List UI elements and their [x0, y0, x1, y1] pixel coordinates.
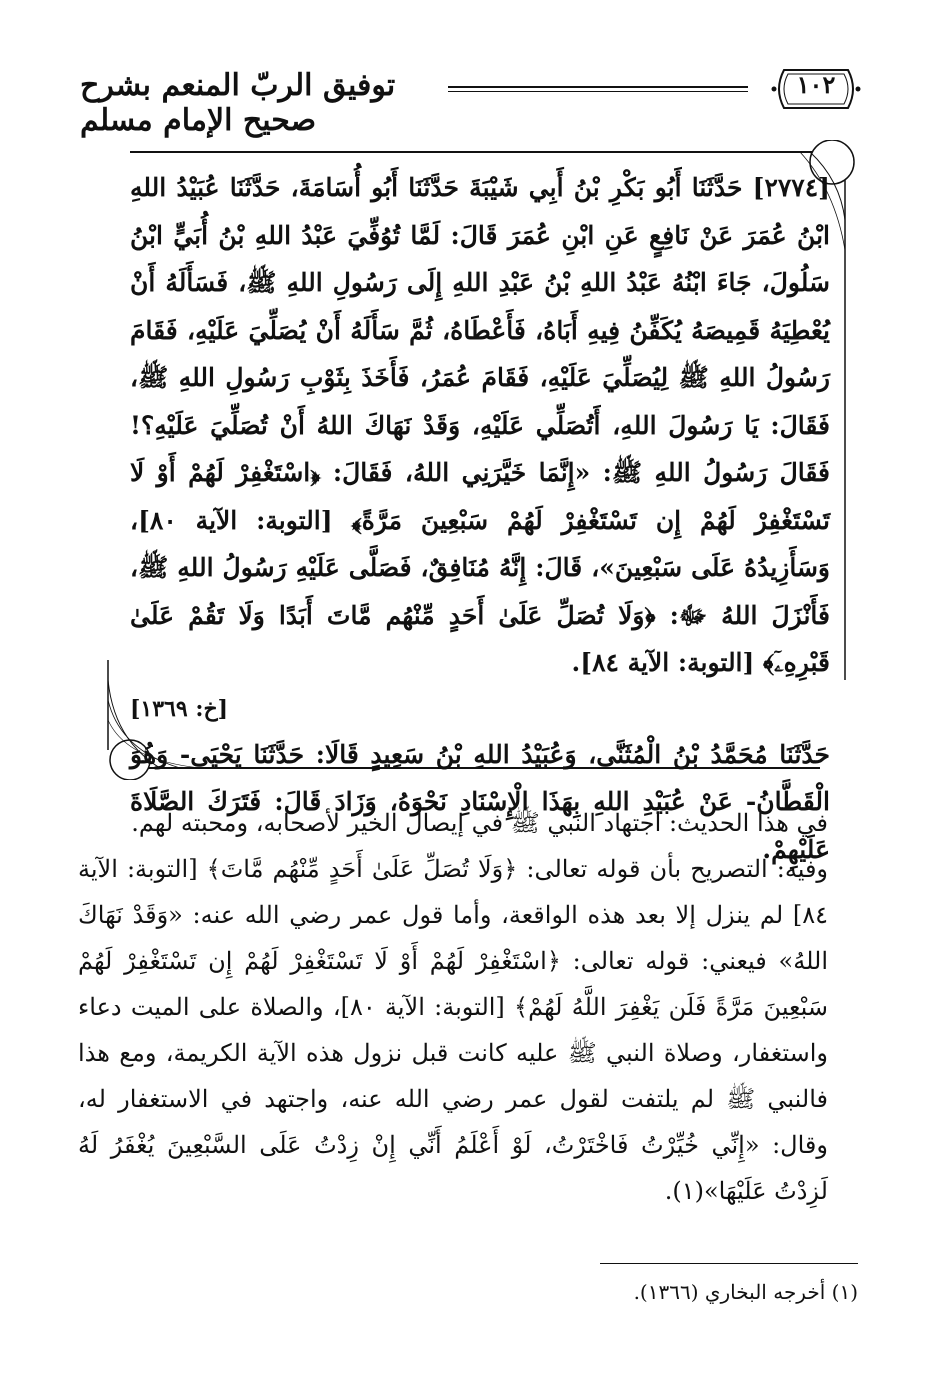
header-rule [448, 86, 748, 92]
commentary-paragraph: وفيه: التصريح بأن قوله تعالى: ﴿وَلَا تُصَلِّ عَلَىٰ أَحَدٍ مِّنْهُم مَّاتَ﴾ [التوبة: الآية ٨٤] لم ينزل إلا بعد هذه الواقعة، وأما قول عمر رضي الله عنه: «وَقَدْ نَهَاكَ اللهُ» فيعني: قوله تعالى: ﴿اسْتَغْفِرْ لَهُمْ أَوْ لَا تَسْتَغْفِرْ لَهُمْ إِن تَسْتَغْفِرْ لَهُمْ سَبْعِينَ مَرَّةً فَلَن يَغْفِرَ اللَّهُ لَهُمْ﴾ [التوبة: الآية ٨٠]، والصلاة على الميت دعاء واستغفار، وصلاة النبي ﷺ عليه كانت قبل نزول هذه الآية الكريمة، ومع هذا فالنبي ﷺ لم يلتفت لقول عمر رضي الله عنه، واجتهد في الاستغفار له، وقال: «إِنِّي خُيِّرْتُ فَاخْتَرْتُ، لَوْ أَعْلَمُ أَنِّي إِنْ زِدْتُ عَلَى السَّبْعِينَ يُغْفَرُ لَهُ لَزِدْتُ عَلَيْهَا»(١). [78, 855, 828, 1205]
hadith-text [130, 164, 830, 873]
bukhari-reference: [خ: ١٣٦٩] [130, 695, 229, 722]
book-title: توفيق الربّ المنعم بشرح صحيح الإمام مسلم [80, 68, 396, 138]
footnote: (١) أخرجه البخاري (١٣٦٦). [633, 1280, 858, 1304]
commentary [78, 800, 858, 1214]
commentary-paragraph: في هذا الحديث: اجتهاد النبي ﷺ في إيصال الخير لأصحابه، ومحبته لهم. [131, 809, 828, 837]
hadith-reference-line [130, 687, 830, 731]
hadith-paragraph: حَدَّثَنَا مُحَمَّدُ بْنُ الْمُثَنَّى، وَعُبَيْدُ اللهِ بْنُ سَعِيدٍ قَالَا: حَدَّثَنَا يَحْيَى- وَهُوَ الْقَطَّانُ- عَنْ عُبَيْدِ اللهِ بِهَذَا الْإِسْنَادِ نَحْوَهُ، وَزَادَ قَالَ: فَتَرَكَ الصَّلَاةَ عَلَيْهِمْ. [130, 739, 830, 864]
page-header [80, 62, 870, 138]
page-number: ١٠٢ [796, 70, 836, 99]
footnote-divider [600, 1263, 858, 1264]
hadith-paragraph: [٢٧٧٤] حَدَّثَنَا أَبُو بَكْرِ بْنُ أَبِي شَيْبَةَ حَدَّثَنَا أَبُو أُسَامَةَ، حَدَّثَنَا عُبَيْدُ اللهِ ابْنُ عُمَرَ عَنْ نَافِعٍ عَنِ ابْنِ عُمَرَ قَالَ: لَمَّا تُوُفِّيَ عَبْدُ اللهِ بْنُ أُبَيٍّ ابْنُ سَلُولَ، جَاءَ ابْنُهُ عَبْدُ اللهِ بْنُ عَبْدِ اللهِ إِلَى رَسُولِ اللهِ ﷺ، فَسَأَلَهُ أَنْ يُعْطِيَهُ قَمِيصَهُ يُكَفِّنُ فِيهِ أَبَاهُ، فَأَعْطَاهُ، ثُمَّ سَأَلَهُ أَنْ يُصَلِّيَ عَلَيْهِ، فَقَامَ رَسُولُ اللهِ ﷺ لِيُصَلِّيَ عَلَيْهِ، فَقَامَ عُمَرُ، فَأَخَذَ بِثَوْبِ رَسُولِ اللهِ ﷺ، فَقَالَ: يَا رَسُولَ اللهِ، أَتُصَلِّي عَلَيْهِ، وَقَدْ نَهَاكَ اللهُ أَنْ تُصَلِّيَ عَلَيْهِ؟! فَقَالَ رَسُولُ اللهِ ﷺ: «إِنَّمَا خَيَّرَنِي اللهُ، فَقَالَ: ﴿اسْتَغْفِرْ لَهُمْ أَوْ لَا تَسْتَغْفِرْ لَهُمْ إِن تَسْتَغْفِرْ لَهُمْ سَبْعِينَ مَرَّةً﴾ [التوبة: الآية ٨٠]، وَسَأَزِيدُهُ عَلَى سَبْعِينَ»، قَالَ: إِنَّهُ مُنَافِقٌ، فَصَلَّى عَلَيْهِ رَسُولُ اللهِ ﷺ، فَأَنْزَلَ اللهُ ﷻ: ﴿وَلَا تُصَلِّ عَلَىٰ أَحَدٍ مِّنْهُم مَّاتَ أَبَدًا وَلَا تَقُمْ عَلَىٰ قَبْرِهِۦٓ﴾ [التوبة: الآية ٨٤]. [130, 173, 830, 677]
